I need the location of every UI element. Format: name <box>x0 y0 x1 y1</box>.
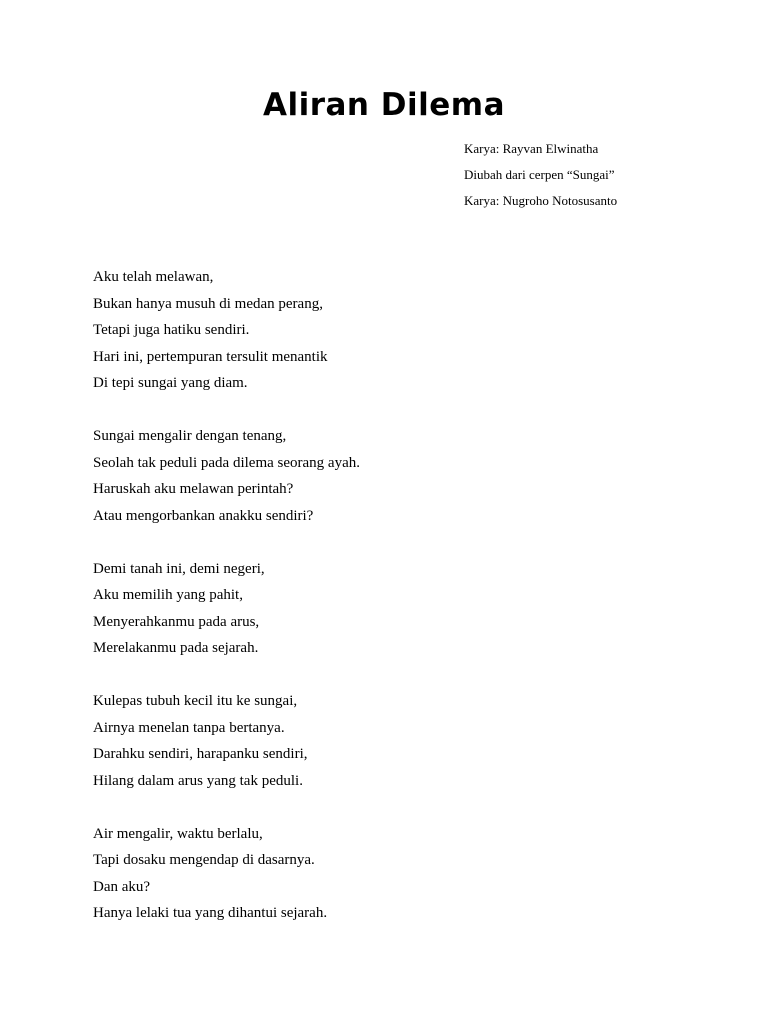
verse-line: Demi tanah ini, demi negeri, <box>93 560 265 577</box>
verse-line: Tetapi juga hatiku sendiri. <box>93 322 250 338</box>
credit-author: Karya: Rayvan Elwinatha <box>464 141 599 156</box>
verse-line: Haruskah aku melawan perintah? <box>93 481 294 497</box>
verse-line: Kulepas tubuh kecil itu ke sungai, <box>93 693 298 709</box>
poem-body <box>93 264 360 927</box>
verse-line: Aku memilih yang pahit, <box>93 587 243 603</box>
author-credits <box>464 136 617 214</box>
verse-line: Airnya menelan tanpa bertanya. <box>93 719 285 736</box>
verse-line: Di tepi sungai yang diam. <box>93 375 248 391</box>
verse-line: Hanya lelaki tua yang dihantui sejarah. <box>93 905 328 921</box>
stanza-1 <box>93 264 360 397</box>
verse-line: Hari ini, pertempuran tersulit menantik <box>93 348 328 365</box>
verse-line: Menyerahkanmu pada arus, <box>93 613 260 630</box>
verse-line: Dan aku? <box>93 878 151 895</box>
credit-source: Diubah dari cerpen “Sungai” <box>464 167 615 182</box>
stanza-2 <box>93 423 360 529</box>
page-title: Aliran Dilema <box>262 87 506 123</box>
verse-line: Air mengalir, waktu berlalu, <box>93 825 263 842</box>
verse-line: Merelakanmu pada sejarah. <box>93 640 259 656</box>
verse-line: Sungai mengalir dengan tenang, <box>93 428 287 444</box>
verse-line: Aku telah melawan, <box>93 269 214 285</box>
verse-line: Darahku sendiri, harapanku sendiri, <box>93 746 308 762</box>
verse-line: Seolah tak peduli pada dilema seorang ayah. <box>93 454 360 471</box>
credit-original-author: Karya: Nugroho Notosusanto <box>464 193 618 208</box>
verse-line: Atau mengorbankan anakku sendiri? <box>93 507 314 524</box>
verse-line: Hilang dalam arus yang tak peduli. <box>93 772 303 789</box>
stanza-3 <box>93 556 360 662</box>
stanza-5 <box>93 821 360 927</box>
stanza-4 <box>93 688 360 794</box>
verse-line: Bukan hanya musuh di medan perang, <box>93 295 323 312</box>
verse-line: Tapi dosaku mengendap di dasarnya. <box>93 852 315 868</box>
